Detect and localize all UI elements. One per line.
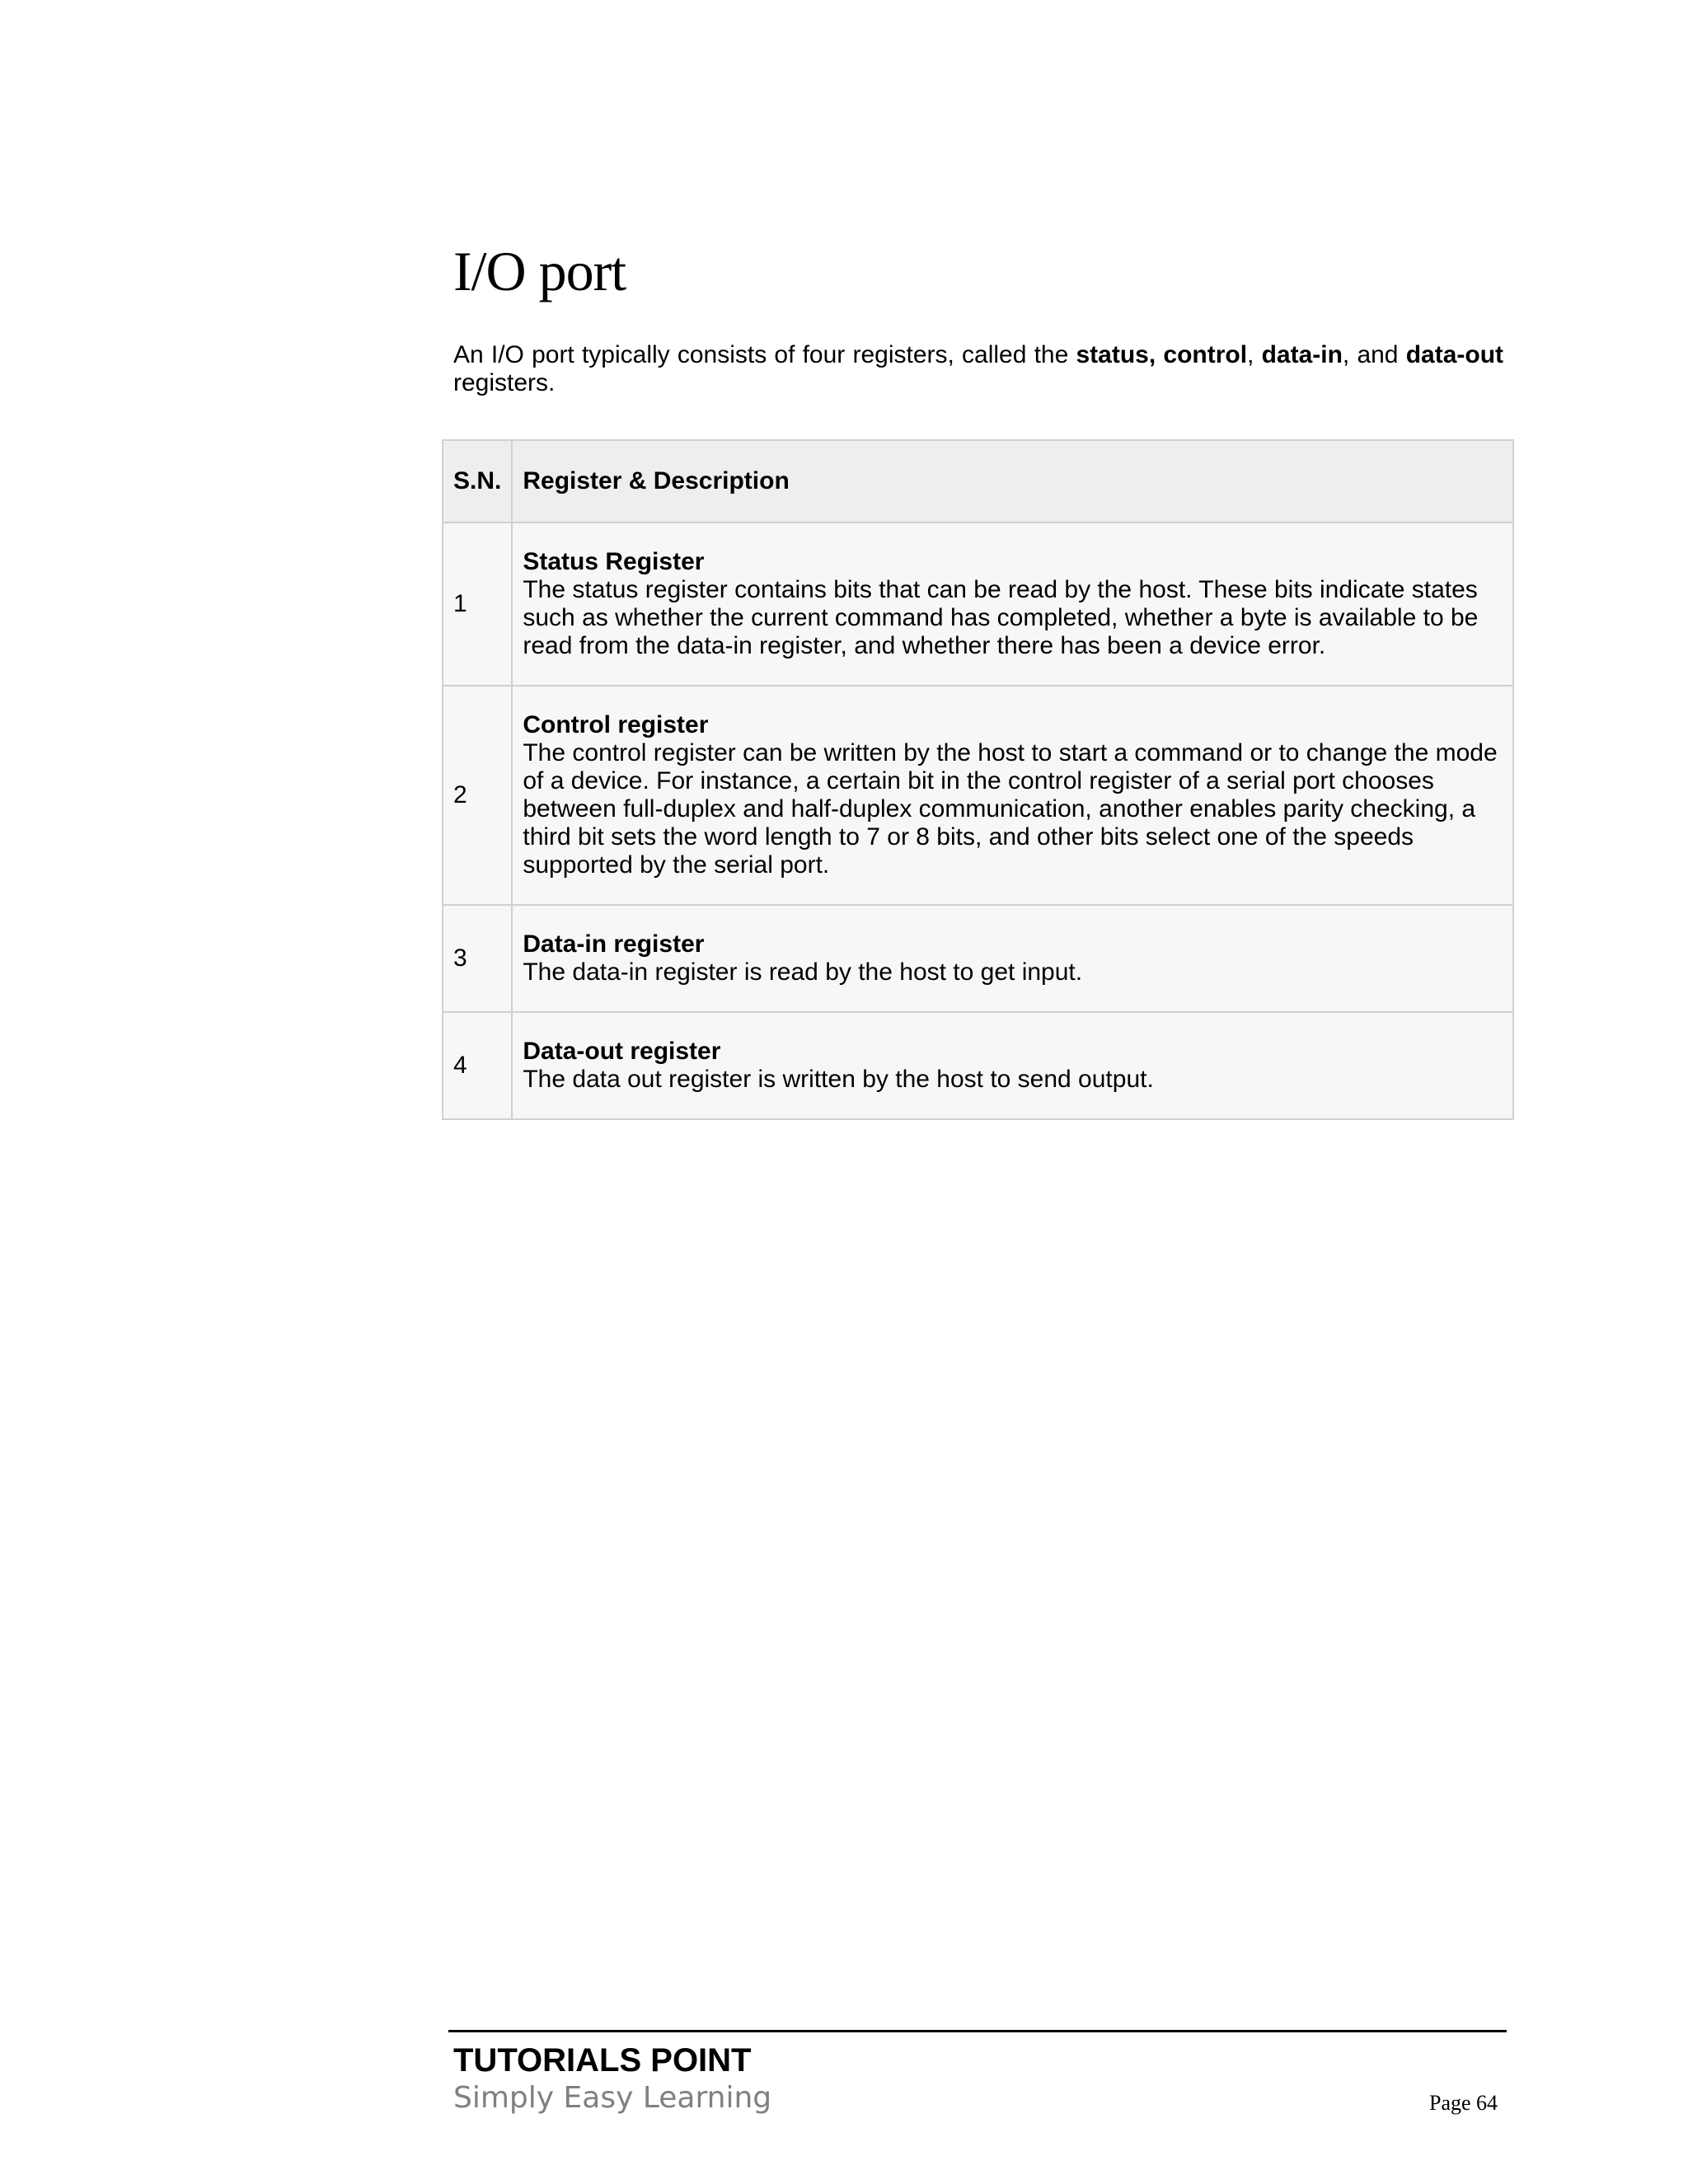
- page-number: Page 64: [1429, 2091, 1498, 2115]
- register-name: Data-in register: [523, 930, 705, 958]
- header-sn: S.N.: [443, 440, 512, 523]
- table-row: [443, 1012, 1513, 1119]
- register-name: Status Register: [523, 548, 705, 575]
- register-description: The status register contains bits that can be read by the host. These bits indicate states such as whether the current command has completed, whether a byte is available to be read from the data-in register, and whether there has been a device error.: [523, 576, 1479, 659]
- footer-divider: [448, 2030, 1507, 2032]
- register-name: Data-out register: [523, 1038, 721, 1065]
- row-description-cell: [512, 523, 1513, 686]
- table-header-row: [443, 440, 1513, 523]
- intro-text: ,: [1247, 341, 1262, 368]
- header-register-description: Register & Description: [512, 440, 1513, 523]
- register-table: [442, 439, 1514, 1120]
- register-description: The control register can be written by the host to start a command or to change the mode of a device. For instance, a certain bit in the control register of a serial port chooses between full-duplex and half-duplex communication, another enables parity checking, a third bit sets the word length to 7 or 8 bits, and other bits select one of the speeds supported by the serial port.: [523, 739, 1498, 879]
- row-sn: 1: [443, 523, 512, 686]
- register-description: The data-in register is read by the host to get input.: [523, 958, 1083, 986]
- row-description-cell: [512, 905, 1513, 1012]
- page-title: I/O port: [453, 240, 626, 302]
- row-sn: 4: [443, 1012, 512, 1119]
- footer-brand: TUTORIALS POINT: [453, 2042, 752, 2079]
- table-row: [443, 905, 1513, 1012]
- intro-bold-status-control: status, control: [1076, 341, 1248, 368]
- intro-bold-data-out: data-out: [1405, 341, 1504, 368]
- intro-paragraph: [453, 341, 1503, 397]
- intro-bold-data-in: data-in: [1261, 341, 1343, 368]
- row-description-cell: [512, 686, 1513, 905]
- row-sn: 3: [443, 905, 512, 1012]
- register-name: Control register: [523, 711, 709, 738]
- register-description: The data out register is written by the host to send output.: [523, 1066, 1154, 1093]
- intro-text: registers.: [453, 369, 556, 396]
- intro-text: , and: [1342, 341, 1406, 368]
- table-row: [443, 686, 1513, 905]
- row-description-cell: [512, 1012, 1513, 1119]
- table-row: [443, 523, 1513, 686]
- intro-text: An I/O port typically consists of four registers, called the: [453, 341, 1076, 368]
- row-sn: 2: [443, 686, 512, 905]
- footer-tagline: Simply Easy Learning: [453, 2081, 772, 2115]
